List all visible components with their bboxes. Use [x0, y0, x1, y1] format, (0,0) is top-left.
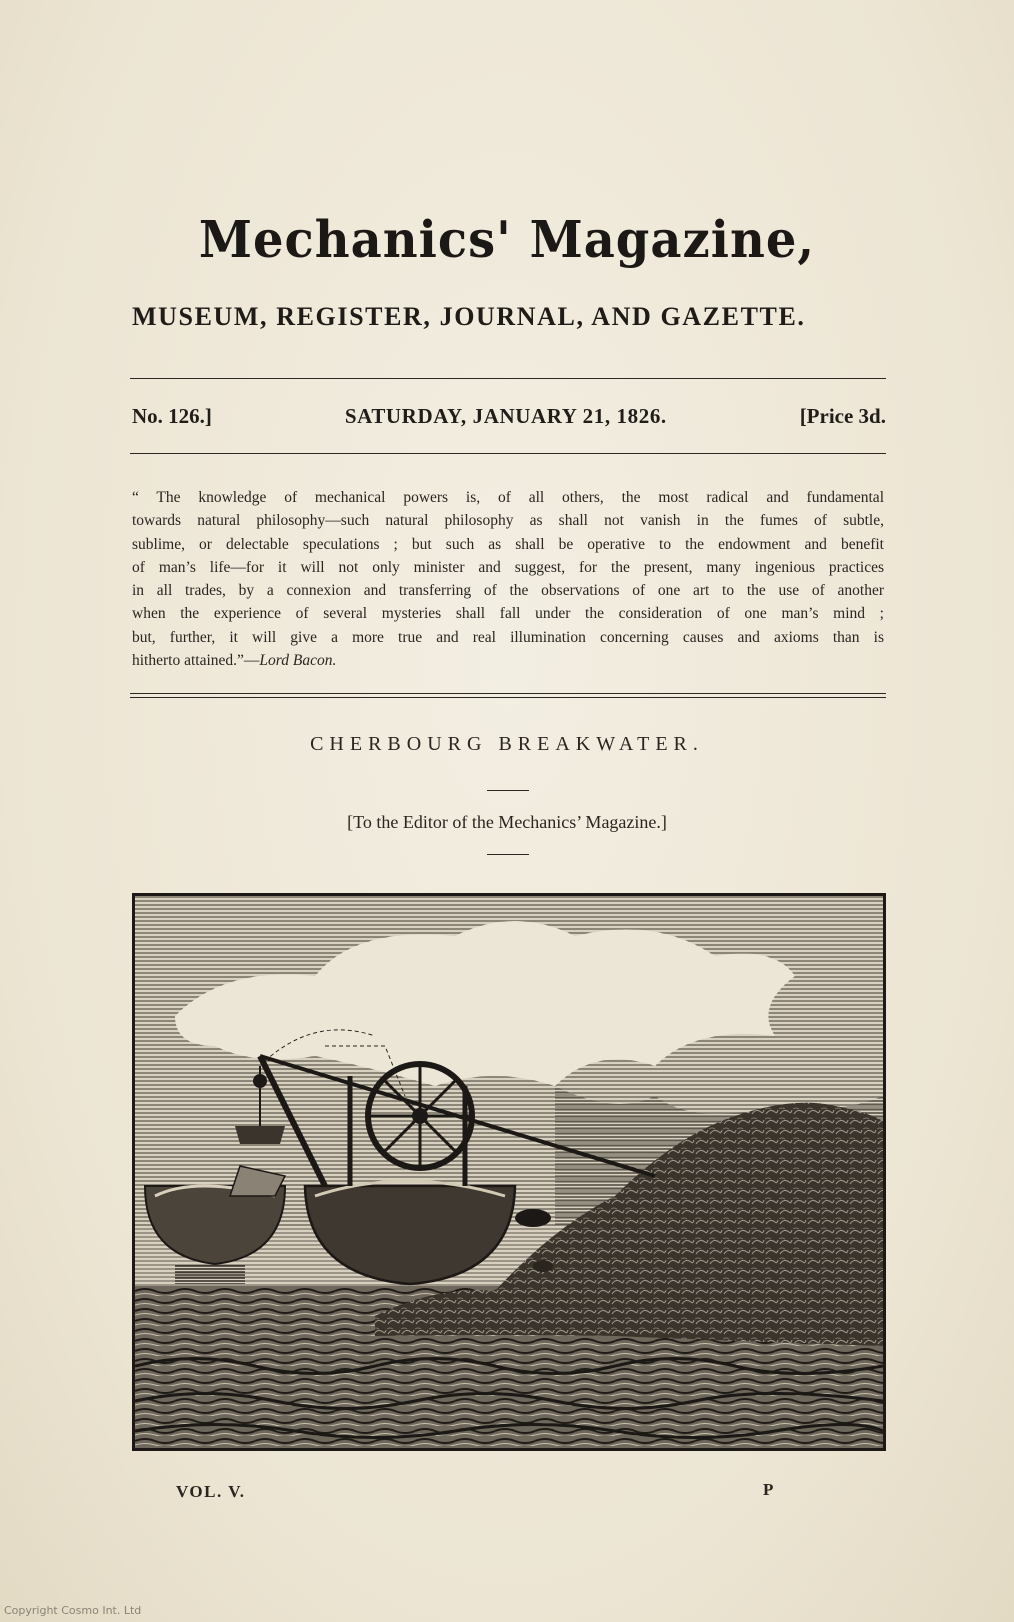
copyright-watermark: Copyright Cosmo Int. Ltd [4, 1604, 142, 1617]
article-title: CHERBOURG BREAKWATER. [310, 733, 704, 755]
header-rule-top [130, 378, 886, 379]
issue-row [132, 404, 886, 429]
masthead-subtitle: MUSEUM, REGISTER, JOURNAL, AND GAZETTE. [132, 302, 806, 331]
epigraph-last-text: hitherto attained.”— [132, 652, 260, 670]
epigraph-line: in all trades, by a connexion and transferring of the observations of one art to the use of another [132, 582, 884, 600]
epigraph-rule-bottom [130, 697, 886, 698]
title-short-rule [487, 790, 529, 791]
epigraph-author: Lord Bacon. [259, 652, 337, 670]
epigraph-line: sublime, or delectable speculations ; but such as shall be operative to the endowment and benefit [132, 535, 884, 553]
issue-number: No. 126.] [132, 404, 212, 428]
breakwater-engraving [132, 893, 886, 1451]
note-short-rule [487, 854, 529, 855]
epigraph-line: towards natural philosophy—such natural philosophy as shall not vanish in the fumes of subtle, [132, 512, 884, 530]
header-rule-bottom [130, 453, 886, 454]
epigraph-rule-top [130, 693, 886, 694]
editor-note: [To the Editor of the Mechanics’ Magazine.] [347, 812, 667, 832]
epigraph [132, 486, 884, 672]
signature-mark: P [763, 1480, 774, 1499]
issue-price: [Price 3d. [799, 404, 886, 428]
epigraph-line: when the experience of several mysteries shall fall under the consideration of one man’s mind ; [132, 605, 884, 623]
epigraph-last-line [132, 649, 884, 672]
epigraph-line: but, further, it will give a more true and real illumination concerning causes and axioms than is [132, 628, 884, 646]
volume-label: VOL. V. [176, 1482, 246, 1501]
epigraph-line: of man’s life—for it will not only minister and suggest, for the present, many ingenious practices [132, 558, 884, 576]
masthead-title: Mechanics' Magazine, [198, 210, 816, 270]
issue-date: SATURDAY, JANUARY 21, 1826. [344, 404, 667, 428]
epigraph-line: “ The knowledge of mechanical powers is, of all others, the most radical and fundamental [132, 489, 884, 506]
